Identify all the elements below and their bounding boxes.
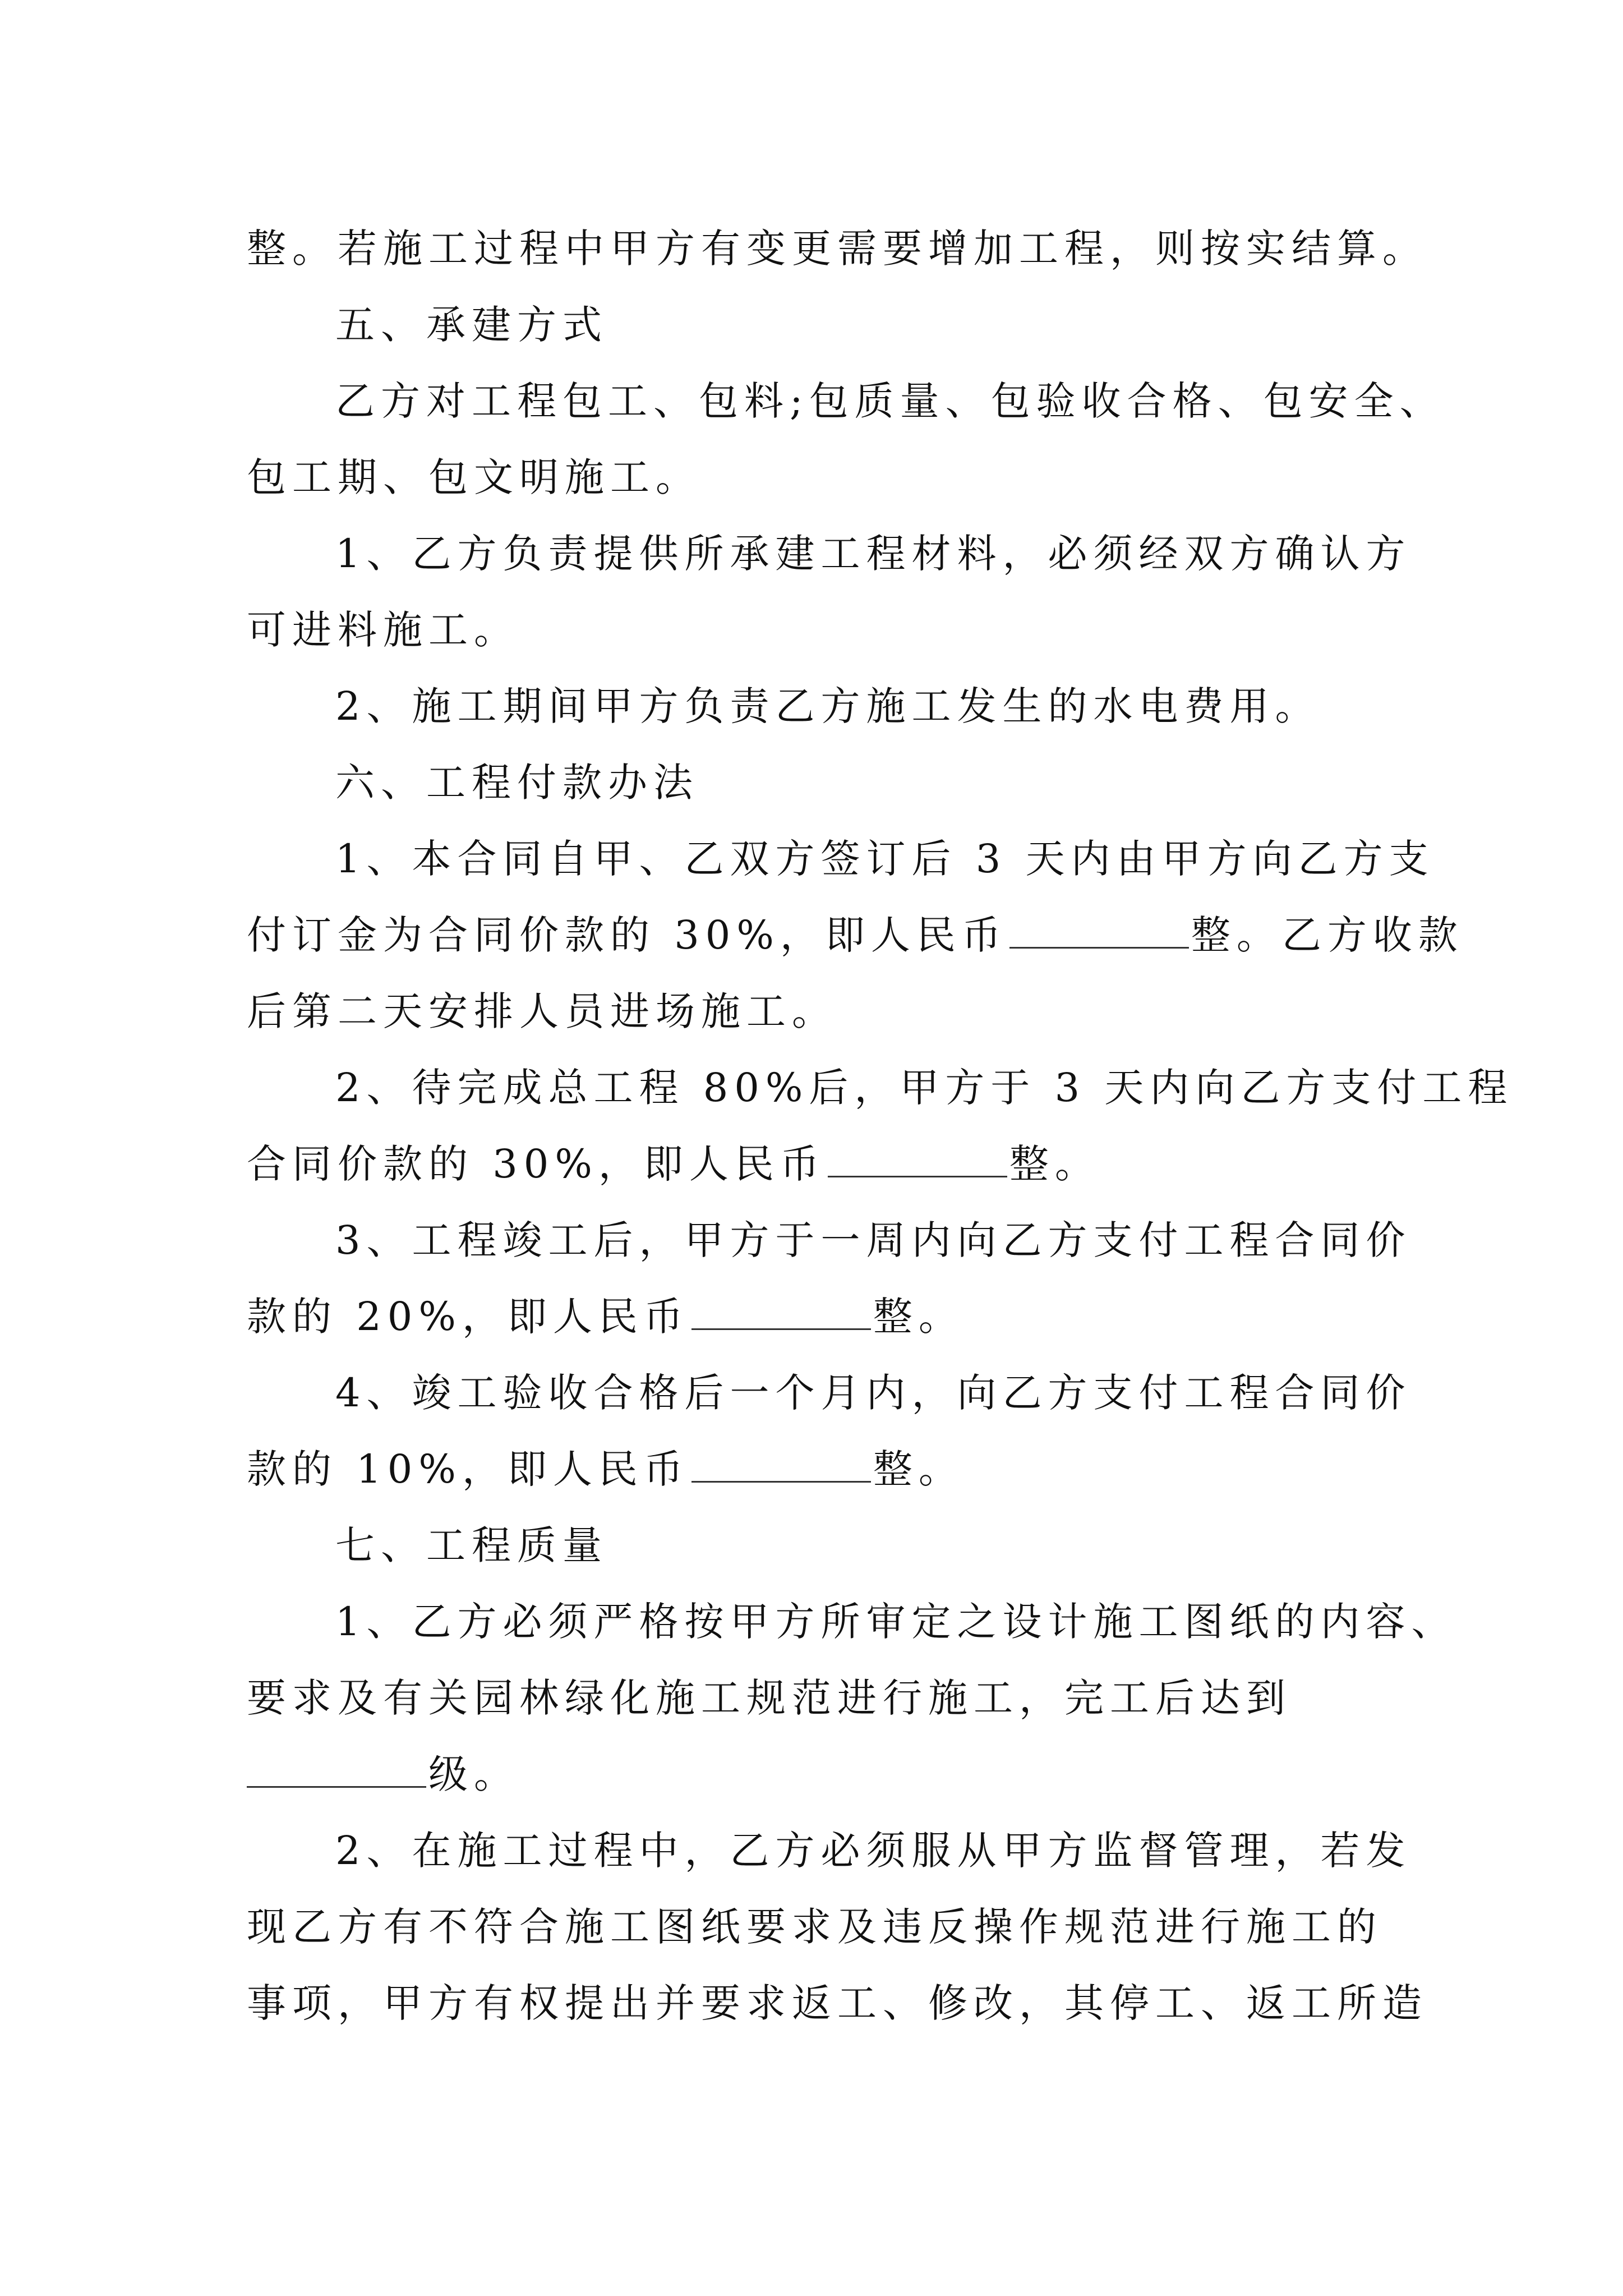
document-body	[247, 210, 1514, 2041]
section-heading: 五、承建方式	[335, 302, 608, 348]
text-line: 2、施工期间甲方负责乙方施工发生的水电费用。	[335, 683, 1321, 729]
text-line: 1、乙方负责提供所承建工程材料，必须经双方确认方	[335, 531, 1412, 577]
fill-in-blank	[247, 1747, 426, 1788]
section-heading: 六、工程付款办法	[335, 760, 699, 806]
text-line: 款的 10%，即人民币 整。	[247, 1431, 1391, 1507]
fill-in-blank	[828, 1137, 1007, 1177]
text-line: 要求及有关园林绿化施工规范进行施工，完工后达到	[247, 1675, 1292, 1721]
text-line: 事项，甲方有权提出并要求返工、修改，其停工、返工所造	[247, 1980, 1428, 2026]
text-line: 包工期、包文明施工。	[247, 454, 701, 500]
text-line: 后第二天安排人员进场施工。	[247, 988, 837, 1034]
text-line: 1、本合同自甲、乙双方签订后 3 天内由甲方向乙方支	[335, 836, 1435, 882]
text-line: 乙方对工程包工、包料;包质量、包验收合格、包安全、	[335, 378, 1445, 424]
text-line: 3、工程竣工后，甲方于一周内向乙方支付工程合同价	[335, 1217, 1412, 1263]
text-line: 现乙方有不符合施工图纸要求及违反操作规范进行施工的	[247, 1904, 1382, 1950]
text-line: 可进料施工。	[247, 607, 519, 653]
text-line: 1、乙方必须严格按甲方所审定之设计施工图纸的内容、	[335, 1599, 1457, 1645]
text-line: 2、待完成总工程 80%后，甲方于 3 天内向乙方支付工程	[335, 1065, 1514, 1111]
fill-in-blank	[1009, 908, 1189, 949]
fill-in-blank	[691, 1289, 871, 1330]
fill-in-blank	[691, 1442, 871, 1483]
text-line: 整。若施工过程中甲方有变更需要增加工程，则按实结算。	[247, 226, 1428, 272]
text-line: 款的 20%，即人民币 整。	[247, 1278, 1391, 1355]
text-line: 4、竣工验收合格后一个月内，向乙方支付工程合同价	[335, 1370, 1412, 1416]
text-line: 付订金为合同价款的 30%，即人民币 整。乙方收款	[247, 897, 1391, 973]
text-line: 2、在施工过程中，乙方必须服从甲方监督管理，若发	[335, 1828, 1412, 1874]
text-line: 级。	[247, 1736, 1391, 1812]
text-line: 合同价款的 30%，即人民币 整。	[247, 1126, 1391, 1202]
section-heading: 七、工程质量	[335, 1522, 608, 1568]
